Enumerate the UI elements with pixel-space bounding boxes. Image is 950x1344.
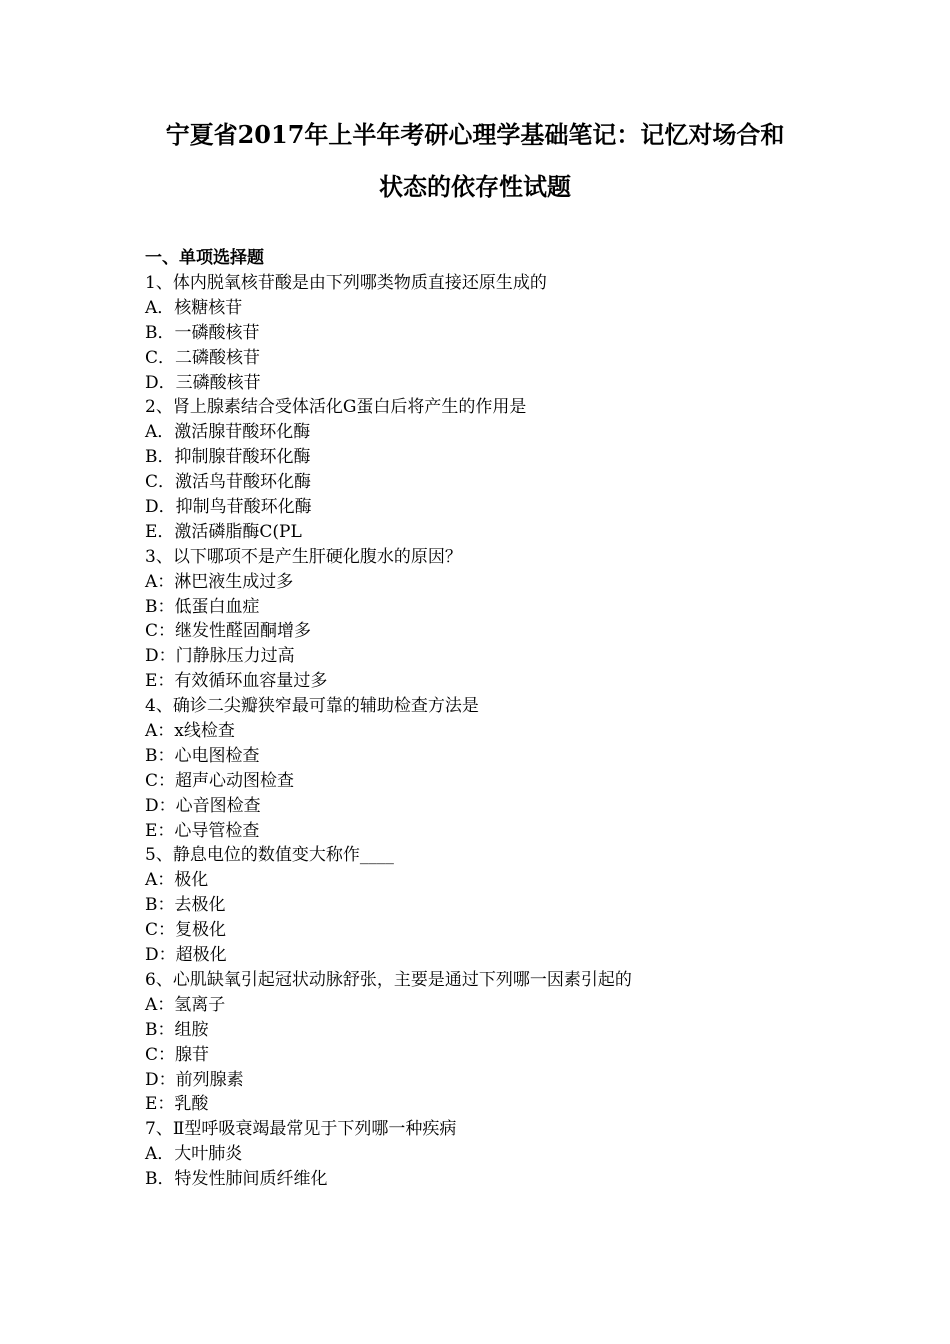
answer-option: D：前列腺素 — [145, 1069, 244, 1090]
answer-option: C：超声心动图检查 — [145, 770, 295, 791]
answer-option: C：复极化 — [145, 920, 227, 941]
question-text: 2、肾上腺素结合受体活化G蛋白后将产生的作用是 — [145, 397, 527, 418]
answer-option: A：x线检查 — [145, 721, 235, 742]
answer-option: E：有效循环血容量过多 — [145, 671, 328, 692]
answer-option: B：低蛋白血症 — [145, 596, 260, 617]
answer-option: D：门静脉压力过高 — [145, 646, 295, 667]
answer-option: D．三磷酸核苷 — [145, 372, 261, 393]
answer-option: A：氢离子 — [145, 994, 226, 1015]
answer-option: C：腺苷 — [145, 1044, 210, 1065]
answer-option: E：乳酸 — [145, 1094, 209, 1115]
section-heading: 一、单项选择题 — [145, 248, 264, 268]
answer-option: B．抑制腺苷酸环化酶 — [145, 447, 311, 468]
answer-option: B．特发性肺间质纤维化 — [145, 1169, 328, 1190]
document-title-line-2: 状态的依存性试题 — [379, 172, 571, 201]
answer-option: B：去极化 — [145, 895, 226, 916]
question-text: 5、静息电位的数值变大称作____ — [145, 845, 394, 866]
question-text: 6、心肌缺氧引起冠状动脉舒张，主要是通过下列哪一因素引起的 — [145, 969, 632, 990]
answer-option: D：心音图检查 — [145, 795, 261, 816]
question-list — [145, 271, 845, 1192]
answer-option: C．激活鸟苷酸环化酶 — [145, 472, 312, 493]
answer-option: A：淋巴液生成过多 — [145, 571, 294, 592]
answer-option: E．激活磷脂酶C(PL — [145, 521, 302, 542]
question-text: 7、Ⅱ型呼吸衰竭最常见于下列哪一种疾病 — [145, 1119, 457, 1140]
question-text: 4、确诊二尖瓣狭窄最可靠的辅助检查方法是 — [145, 696, 479, 717]
answer-option: A．核糖核苷 — [145, 297, 243, 318]
answer-option: C：继发性醛固酮增多 — [145, 621, 312, 642]
document-title-line-1: 宁夏省2017年上半年考研心理学基础笔记：记忆对场合和 — [165, 120, 785, 149]
answer-option: D．抑制鸟苷酸环化酶 — [145, 497, 312, 518]
answer-option: B．一磷酸核苷 — [145, 322, 260, 343]
answer-option: E：心导管检查 — [145, 820, 260, 841]
question-text: 1、体内脱氧核苷酸是由下列哪类物质直接还原生成的 — [145, 273, 547, 293]
answer-option: A．大叶肺炎 — [145, 1144, 243, 1165]
question-text: 3、以下哪项不是产生肝硬化腹水的原因？ — [145, 546, 462, 567]
answer-option: A．激活腺苷酸环化酶 — [145, 422, 311, 443]
answer-option: C．二磷酸核苷 — [145, 347, 261, 368]
answer-option: D：超极化 — [145, 945, 227, 966]
answer-option: B：心电图检查 — [145, 745, 260, 766]
document-body — [145, 246, 845, 1192]
answer-option: B：组胺 — [145, 1019, 209, 1040]
answer-option: A：极化 — [145, 870, 209, 891]
